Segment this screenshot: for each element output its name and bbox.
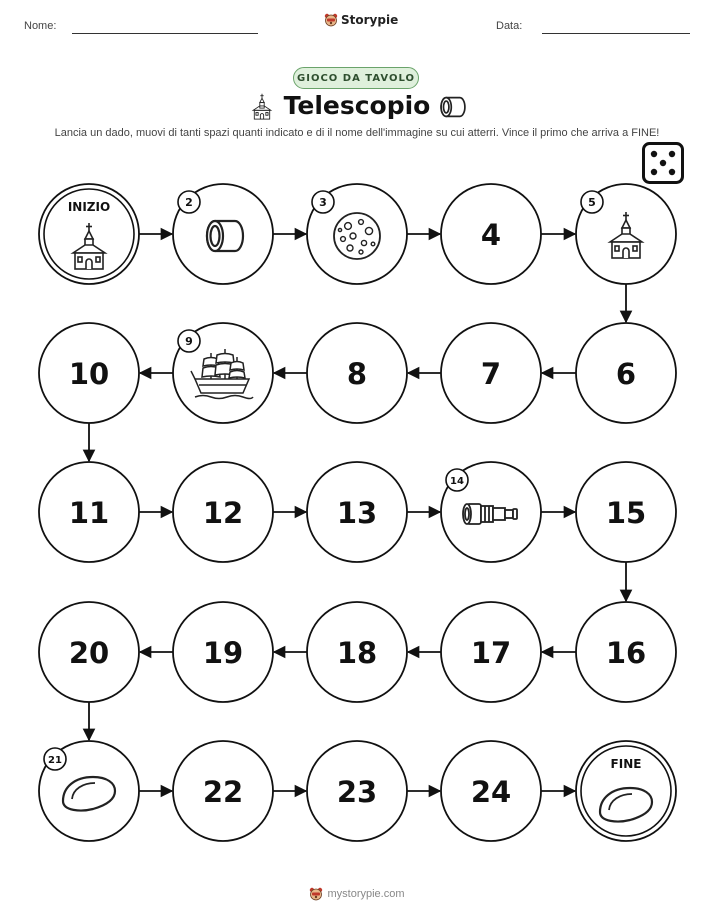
space-number: 10 bbox=[68, 357, 110, 391]
bear-logo-icon bbox=[309, 887, 323, 901]
board-space bbox=[576, 602, 676, 702]
space-number: 23 bbox=[336, 775, 378, 809]
instructions: Lancia un dado, muovi di tanti spazi quanti indicato e di il nome dell'immagine su cui atterri. Vince il primo che arriva a FINE! bbox=[54, 127, 660, 139]
board-space bbox=[307, 602, 407, 702]
space-number: 4 bbox=[480, 218, 502, 252]
date-label: Data: bbox=[496, 20, 523, 32]
board-space bbox=[39, 602, 139, 702]
space-number: 6 bbox=[615, 357, 637, 391]
board-space bbox=[441, 462, 541, 562]
board-space bbox=[576, 184, 676, 284]
space-number: 22 bbox=[202, 775, 244, 809]
space-number: 18 bbox=[336, 636, 378, 670]
space-label: INIZIO bbox=[67, 200, 111, 214]
space-number: 7 bbox=[480, 357, 502, 391]
board-space bbox=[39, 741, 139, 841]
name-label: Nome: bbox=[24, 20, 57, 32]
space-number: 9 bbox=[185, 335, 193, 348]
space-number: 5 bbox=[588, 196, 596, 209]
board-space bbox=[441, 323, 541, 423]
board-space bbox=[307, 184, 407, 284]
space-number: 24 bbox=[470, 775, 512, 809]
board-space bbox=[576, 323, 676, 423]
space-number: 20 bbox=[68, 636, 110, 670]
board-space bbox=[173, 323, 273, 423]
board-space bbox=[307, 741, 407, 841]
space-label: FINE bbox=[610, 757, 642, 771]
space-number: 8 bbox=[346, 357, 368, 391]
moon-icon bbox=[334, 213, 380, 259]
space-number: 17 bbox=[470, 636, 512, 670]
board-space bbox=[576, 462, 676, 562]
space-number: 11 bbox=[68, 496, 110, 530]
board-space bbox=[173, 184, 273, 284]
board-space bbox=[441, 184, 541, 284]
board-space bbox=[173, 462, 273, 562]
footer bbox=[0, 887, 714, 901]
board-space bbox=[441, 602, 541, 702]
board-space bbox=[39, 323, 139, 423]
space-number: 13 bbox=[336, 496, 378, 530]
board-space bbox=[441, 741, 541, 841]
brand-name: Storypie bbox=[341, 13, 399, 27]
board-space bbox=[173, 602, 273, 702]
space-number: 3 bbox=[319, 196, 327, 209]
lens-tube-icon bbox=[207, 221, 243, 251]
space-number: 16 bbox=[605, 636, 647, 670]
board-space bbox=[307, 462, 407, 562]
board-space bbox=[39, 462, 139, 562]
game-badge: GIOCO DA TAVOLO bbox=[293, 67, 419, 89]
board-space bbox=[173, 741, 273, 841]
space-number: 12 bbox=[202, 496, 244, 530]
footer-url[interactable]: mystorypie.com bbox=[327, 888, 405, 900]
space-number: 2 bbox=[185, 196, 193, 209]
space-number: 15 bbox=[605, 496, 647, 530]
space-number: 21 bbox=[48, 755, 62, 766]
board-space bbox=[307, 323, 407, 423]
page-title: Telescopio bbox=[283, 91, 431, 120]
space-number: 19 bbox=[202, 636, 244, 670]
start-space bbox=[39, 184, 139, 284]
finish-space bbox=[576, 741, 676, 841]
space-number: 14 bbox=[450, 476, 464, 487]
